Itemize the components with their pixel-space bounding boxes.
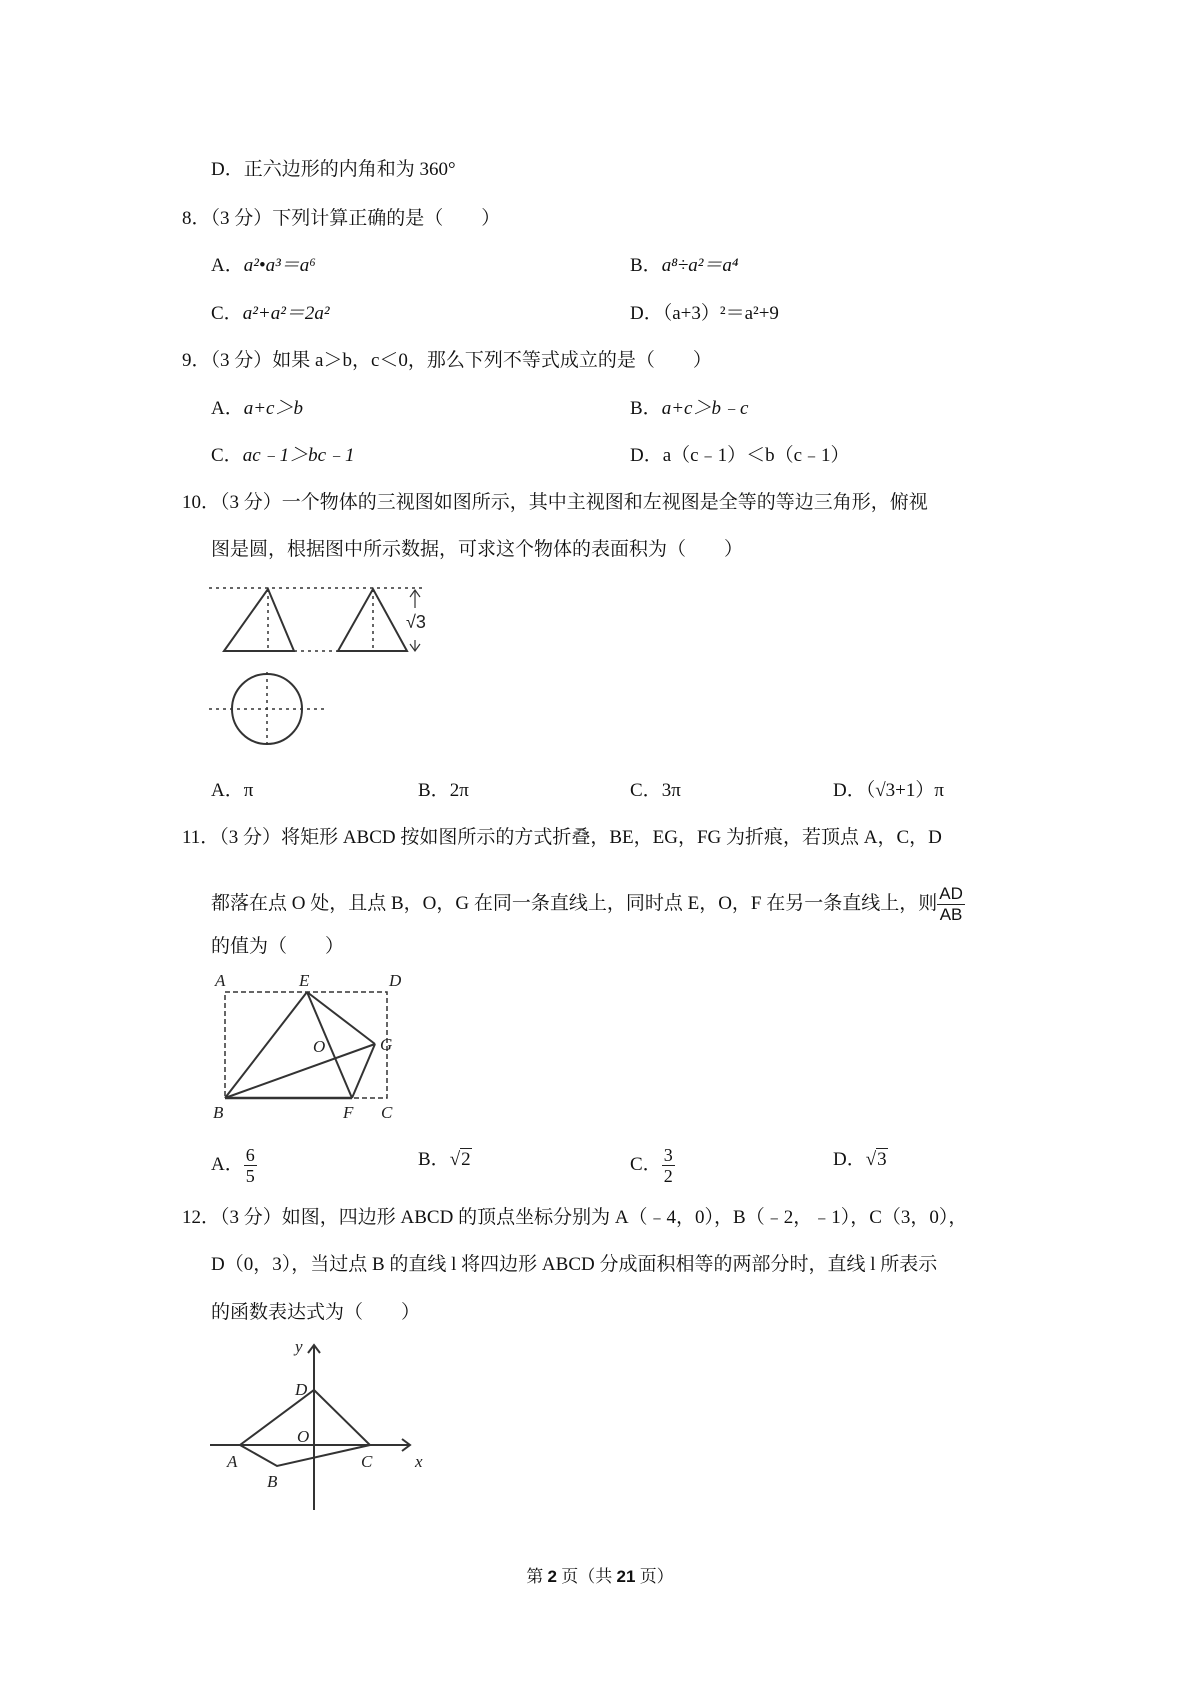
q10-option-c [630,779,681,803]
point-label-c: C [381,1103,393,1122]
option-text: （a+3）²＝a²+9 [662,303,779,324]
question-stem: 图是圆，根据图中所示数据，可求这个物体的表面积为（ ） [211,539,744,560]
option-text: 2π [449,780,469,801]
q8-option-d [630,302,779,326]
point-label-c: C [361,1452,373,1471]
footer-middle: 页（共 [561,1567,613,1586]
question-stem: 将矩形 ABCD 按如图所示的方式折叠，BE，EG，FG 为折痕，若顶点 A，C，D [281,827,942,848]
option-label: B． [418,780,450,801]
option-fraction [244,1145,257,1186]
question-score: （3 分） [220,1207,282,1228]
point-label-d: D [389,972,402,990]
axis-label-x: x [415,1452,423,1471]
q12-coordinate-figure [205,1335,435,1515]
point-label-o: O [313,1037,326,1056]
point-label-a: A [227,1452,238,1471]
option-label: A． [211,1154,244,1175]
option-text: a²+a²＝2a² [242,303,330,324]
point-label-f: F [343,1103,354,1122]
total-page-count: 21 [616,1567,636,1586]
footer-prefix: 第 [526,1567,544,1586]
question-number: 10． [182,492,221,513]
q12-stem-line2 [211,1253,937,1277]
q8-option-b [630,254,739,278]
point-label-b: B [267,1472,278,1491]
fraction-numerator: 3 [663,1145,673,1166]
current-page-number: 2 [547,1567,558,1586]
question-stem: 的函数表达式为（ ） [211,1302,421,1323]
page-footer [0,1562,1200,1587]
q9-stem [182,349,712,373]
point-label-e: E [299,972,310,990]
option-label: B． [418,1149,450,1170]
question-stem: 的值为（ ） [211,936,345,957]
segment-bg [225,1044,375,1098]
option-label: D． [211,159,244,180]
q11-option-c [630,1143,675,1187]
q11-stem-line3 [211,935,344,959]
question-score: （3 分） [220,492,282,513]
q10-three-view-figure [205,580,435,755]
q11-stem-line1 [182,826,942,850]
q12-stem-line3 [211,1301,420,1325]
option-label: C． [630,780,662,801]
fraction-numerator: AD [939,884,963,903]
radicand: 3 [877,1149,887,1170]
q8-option-a [211,254,316,278]
dimension-label: √3 [406,612,426,632]
option-fraction [662,1145,675,1186]
q10-option-d [833,779,944,803]
option-text: a+c＞b [243,398,303,419]
q11-option-a [211,1143,257,1187]
q11-option-b [418,1148,472,1172]
q8-stem [182,207,500,231]
fraction-denominator: 5 [245,1166,255,1187]
q10-stem-line1 [182,491,928,515]
option-label: D． [630,303,663,324]
option-label: D． [630,445,663,466]
option-label: A． [211,255,244,276]
fraction-denominator: 2 [663,1166,673,1187]
q9-option-c [211,444,355,468]
option-label: A． [211,780,244,801]
q10-option-b [418,779,469,803]
question-stem: 下列计算正确的是（ ） [272,208,501,229]
question-score: （3 分） [210,208,273,229]
question-stem: 一个物体的三视图如图所示，其中主视图和左视图是全等的等边三角形，俯视 [281,492,928,513]
option-label: A． [211,398,244,419]
option-label: B． [630,398,662,419]
point-label-b: B [213,1103,224,1122]
q9-option-b [630,397,748,421]
option-text: a（c﹣1）＜b（c﹣1） [662,445,850,466]
q8-option-c [211,302,330,326]
option-text: ac﹣1＞bc﹣1 [242,445,355,466]
question-score: （3 分） [219,827,282,848]
point-label-g: G [380,1035,393,1054]
option-label: B． [630,255,662,276]
point-label-d: D [295,1380,308,1399]
question-number: 8． [182,208,211,229]
q10-stem-line2 [211,538,743,562]
question-stem: 都落在点 O 处，且点 B，O，G 在同一条直线上，同时点 E，O，F 在另一条直线上，则 [211,892,938,914]
ratio-fraction [937,884,965,925]
axis-label-y: y [295,1337,303,1356]
q7-option-d [211,158,456,182]
option-sqrt: √3 [865,1149,887,1170]
point-label-o: O [297,1427,310,1446]
q11-folding-figure [205,972,425,1122]
radicand: 2 [461,1149,471,1170]
fraction-numerator: 6 [245,1145,255,1166]
option-text: a⁸÷a²＝a⁴ [661,255,739,276]
rectangle-abcd [225,992,387,1098]
front-view-triangle [224,589,294,651]
question-number: 9． [182,350,211,371]
fraction-denominator: AB [939,905,963,924]
option-sqrt: √2 [449,1149,471,1170]
option-text: a²•a³＝a⁶ [243,255,316,276]
option-label: C． [211,445,243,466]
question-number: 12． [182,1207,221,1228]
option-text: （√3+1）π [865,780,944,801]
option-label: C． [211,303,243,324]
question-number: 11． [182,827,220,848]
crease-be [225,992,307,1098]
question-stem: D（0，3），当过点 B 的直线 l 将四边形 ABCD 分成面积相等的两部分时，直线 l 所表示 [211,1254,938,1275]
q12-stem-line1 [182,1206,967,1230]
question-stem: 如图，四边形 ABCD 的顶点坐标分别为 A（﹣4，0），B（﹣2，﹣1），C（3，0）， [281,1207,968,1228]
option-text: 正六边形的内角和为 360° [243,159,456,180]
q11-stem-line2 [211,884,965,925]
option-text: π [243,780,254,801]
q9-option-d [630,444,850,468]
option-label: C． [630,1154,662,1175]
footer-suffix: 页） [639,1567,674,1586]
option-label: D． [833,780,866,801]
point-label-a: A [215,972,226,990]
q10-option-a [211,779,253,803]
option-text: 3π [661,780,681,801]
q11-option-d [833,1148,888,1172]
option-text: a+c＞b﹣c [661,398,749,419]
option-label: D． [833,1149,866,1170]
q9-option-a [211,397,303,421]
question-stem: 如果 a＞b，c＜0，那么下列不等式成立的是（ ） [272,350,712,371]
question-score: （3 分） [210,350,273,371]
